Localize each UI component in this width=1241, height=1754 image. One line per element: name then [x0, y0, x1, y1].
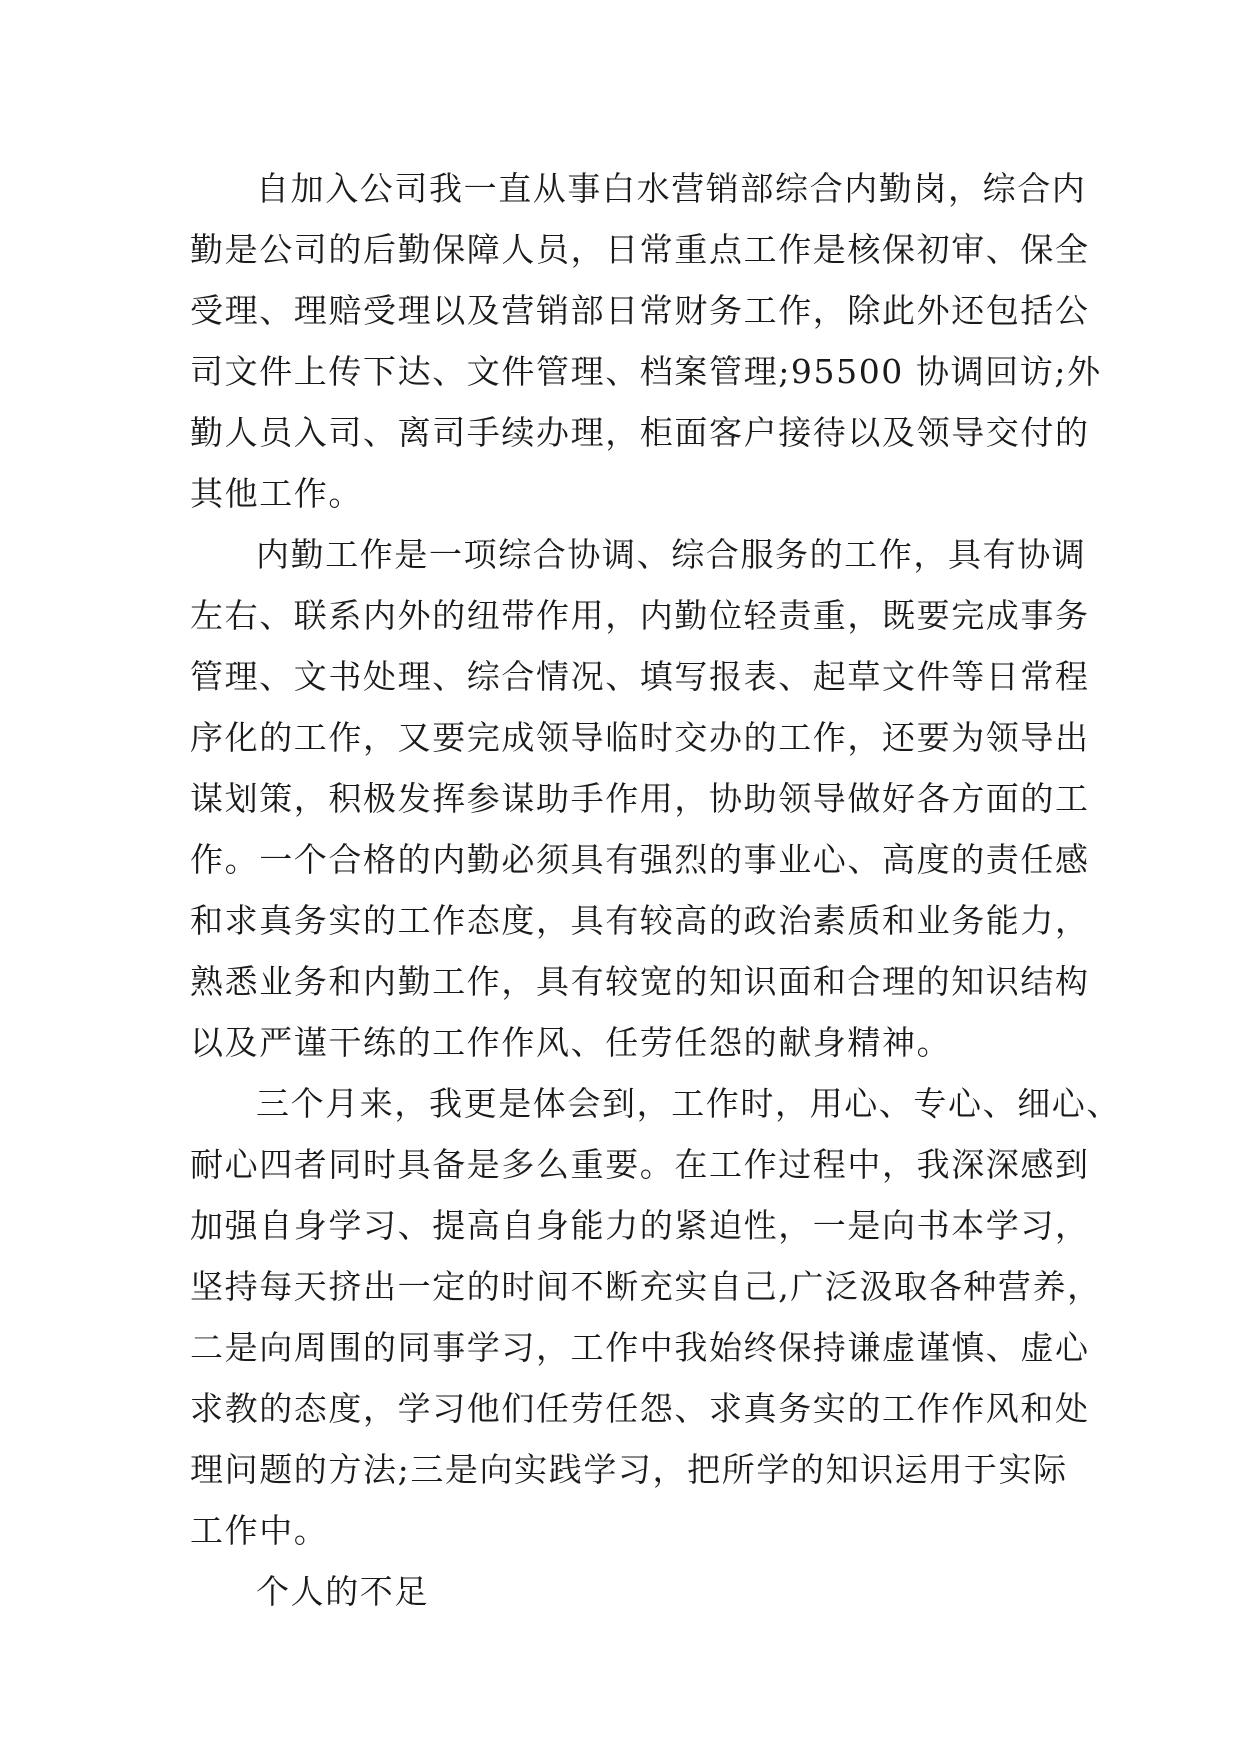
paragraph-duties — [190, 158, 1102, 524]
text-line: 自加入公司我一直从事白水营销部综合内勤岗，综合内 — [256, 169, 1087, 208]
text-line: 作。一个合格的内勤必须具有强烈的事业心、高度的责任感 — [190, 840, 1090, 879]
paragraph-learning — [190, 1073, 1121, 1561]
text-line: 工作中。 — [190, 1511, 329, 1550]
paragraph-shortcomings-heading — [190, 1561, 1050, 1622]
text-line: 理问题的方法;三是向实践学习，把所学的知识运用于实际 — [190, 1450, 1068, 1489]
text-line: 序化的工作，又要完成领导临时交办的工作，还要为领导出 — [190, 718, 1090, 757]
text-line: 耐心四者同时具备是多么重要。在工作过程中，我深深感到 — [190, 1145, 1090, 1184]
text-line: 谋划策，积极发挥参谋助手作用，协助领导做好各方面的工 — [190, 779, 1090, 818]
section-heading: 个人的不足 — [256, 1572, 429, 1611]
text-line: 勤人员入司、离司手续办理，柜面客户接待以及领导交付的 — [190, 413, 1090, 452]
text-line: 求教的态度，学习他们任劳任怨、求真务实的工作作风和处 — [190, 1389, 1090, 1428]
text-line: 加强自身学习、提高自身能力的紧迫性，一是向书本学习， — [190, 1206, 1090, 1245]
paragraph-role — [190, 524, 1090, 1073]
text-line: 熟悉业务和内勤工作，具有较宽的知识面和合理的知识结构 — [190, 962, 1090, 1001]
text-line: 受理、理赔受理以及营销部日常财务工作，除此外还包括公 — [190, 291, 1090, 330]
text-line: 坚持每天挤出一定的时间不断充实自己,广泛汲取各种营养， — [190, 1267, 1102, 1306]
document-body — [190, 158, 1121, 1622]
text-line: 以及严谨干练的工作作风、任劳任怨的献身精神。 — [190, 1023, 952, 1062]
text-line: 和求真务实的工作态度，具有较高的政治素质和业务能力， — [190, 901, 1090, 940]
text-line: 勤是公司的后勤保障人员，日常重点工作是核保初审、保全 — [190, 230, 1090, 269]
text-line: 其他工作。 — [190, 474, 363, 513]
text-line: 管理、文书处理、综合情况、填写报表、起草文件等日常程 — [190, 657, 1090, 696]
text-line: 左右、联系内外的纽带作用，内勤位轻责重，既要完成事务 — [190, 596, 1090, 635]
text-line: 三个月来，我更是体会到，工作时，用心、专心、细心、 — [256, 1084, 1121, 1123]
text-line: 二是向周围的同事学习，工作中我始终保持谦虚谨慎、虚心 — [190, 1328, 1090, 1367]
text-line: 内勤工作是一项综合协调、综合服务的工作，具有协调 — [256, 535, 1087, 574]
text-line: 司文件上传下达、文件管理、档案管理;95500 协调回访;外 — [190, 352, 1102, 391]
